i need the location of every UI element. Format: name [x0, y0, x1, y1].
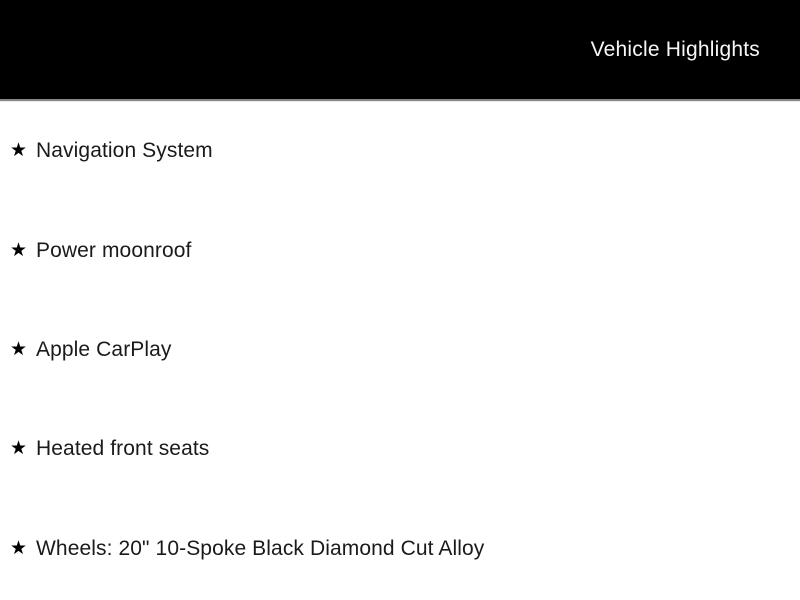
page-title: Vehicle Highlights: [590, 37, 760, 61]
highlights-list: [0, 101, 800, 598]
list-item: [0, 101, 800, 200]
highlight-label: Heated front seats: [36, 437, 210, 461]
star-icon: ★: [10, 140, 28, 162]
list-item: [0, 399, 800, 498]
highlight-label: Wheels: 20" 10-Spoke Black Diamond Cut Alloy: [36, 536, 485, 560]
highlight-label: Power moonroof: [36, 238, 192, 262]
star-icon: ★: [10, 438, 28, 460]
list-item: [0, 200, 800, 299]
highlight-label: Navigation System: [36, 139, 213, 163]
list-item: [0, 499, 800, 598]
star-icon: ★: [10, 239, 28, 261]
highlight-label: Apple CarPlay: [36, 338, 172, 362]
star-icon: ★: [10, 537, 28, 559]
vehicle-highlights-header: [0, 0, 800, 101]
star-icon: ★: [10, 339, 28, 361]
list-item: [0, 300, 800, 399]
